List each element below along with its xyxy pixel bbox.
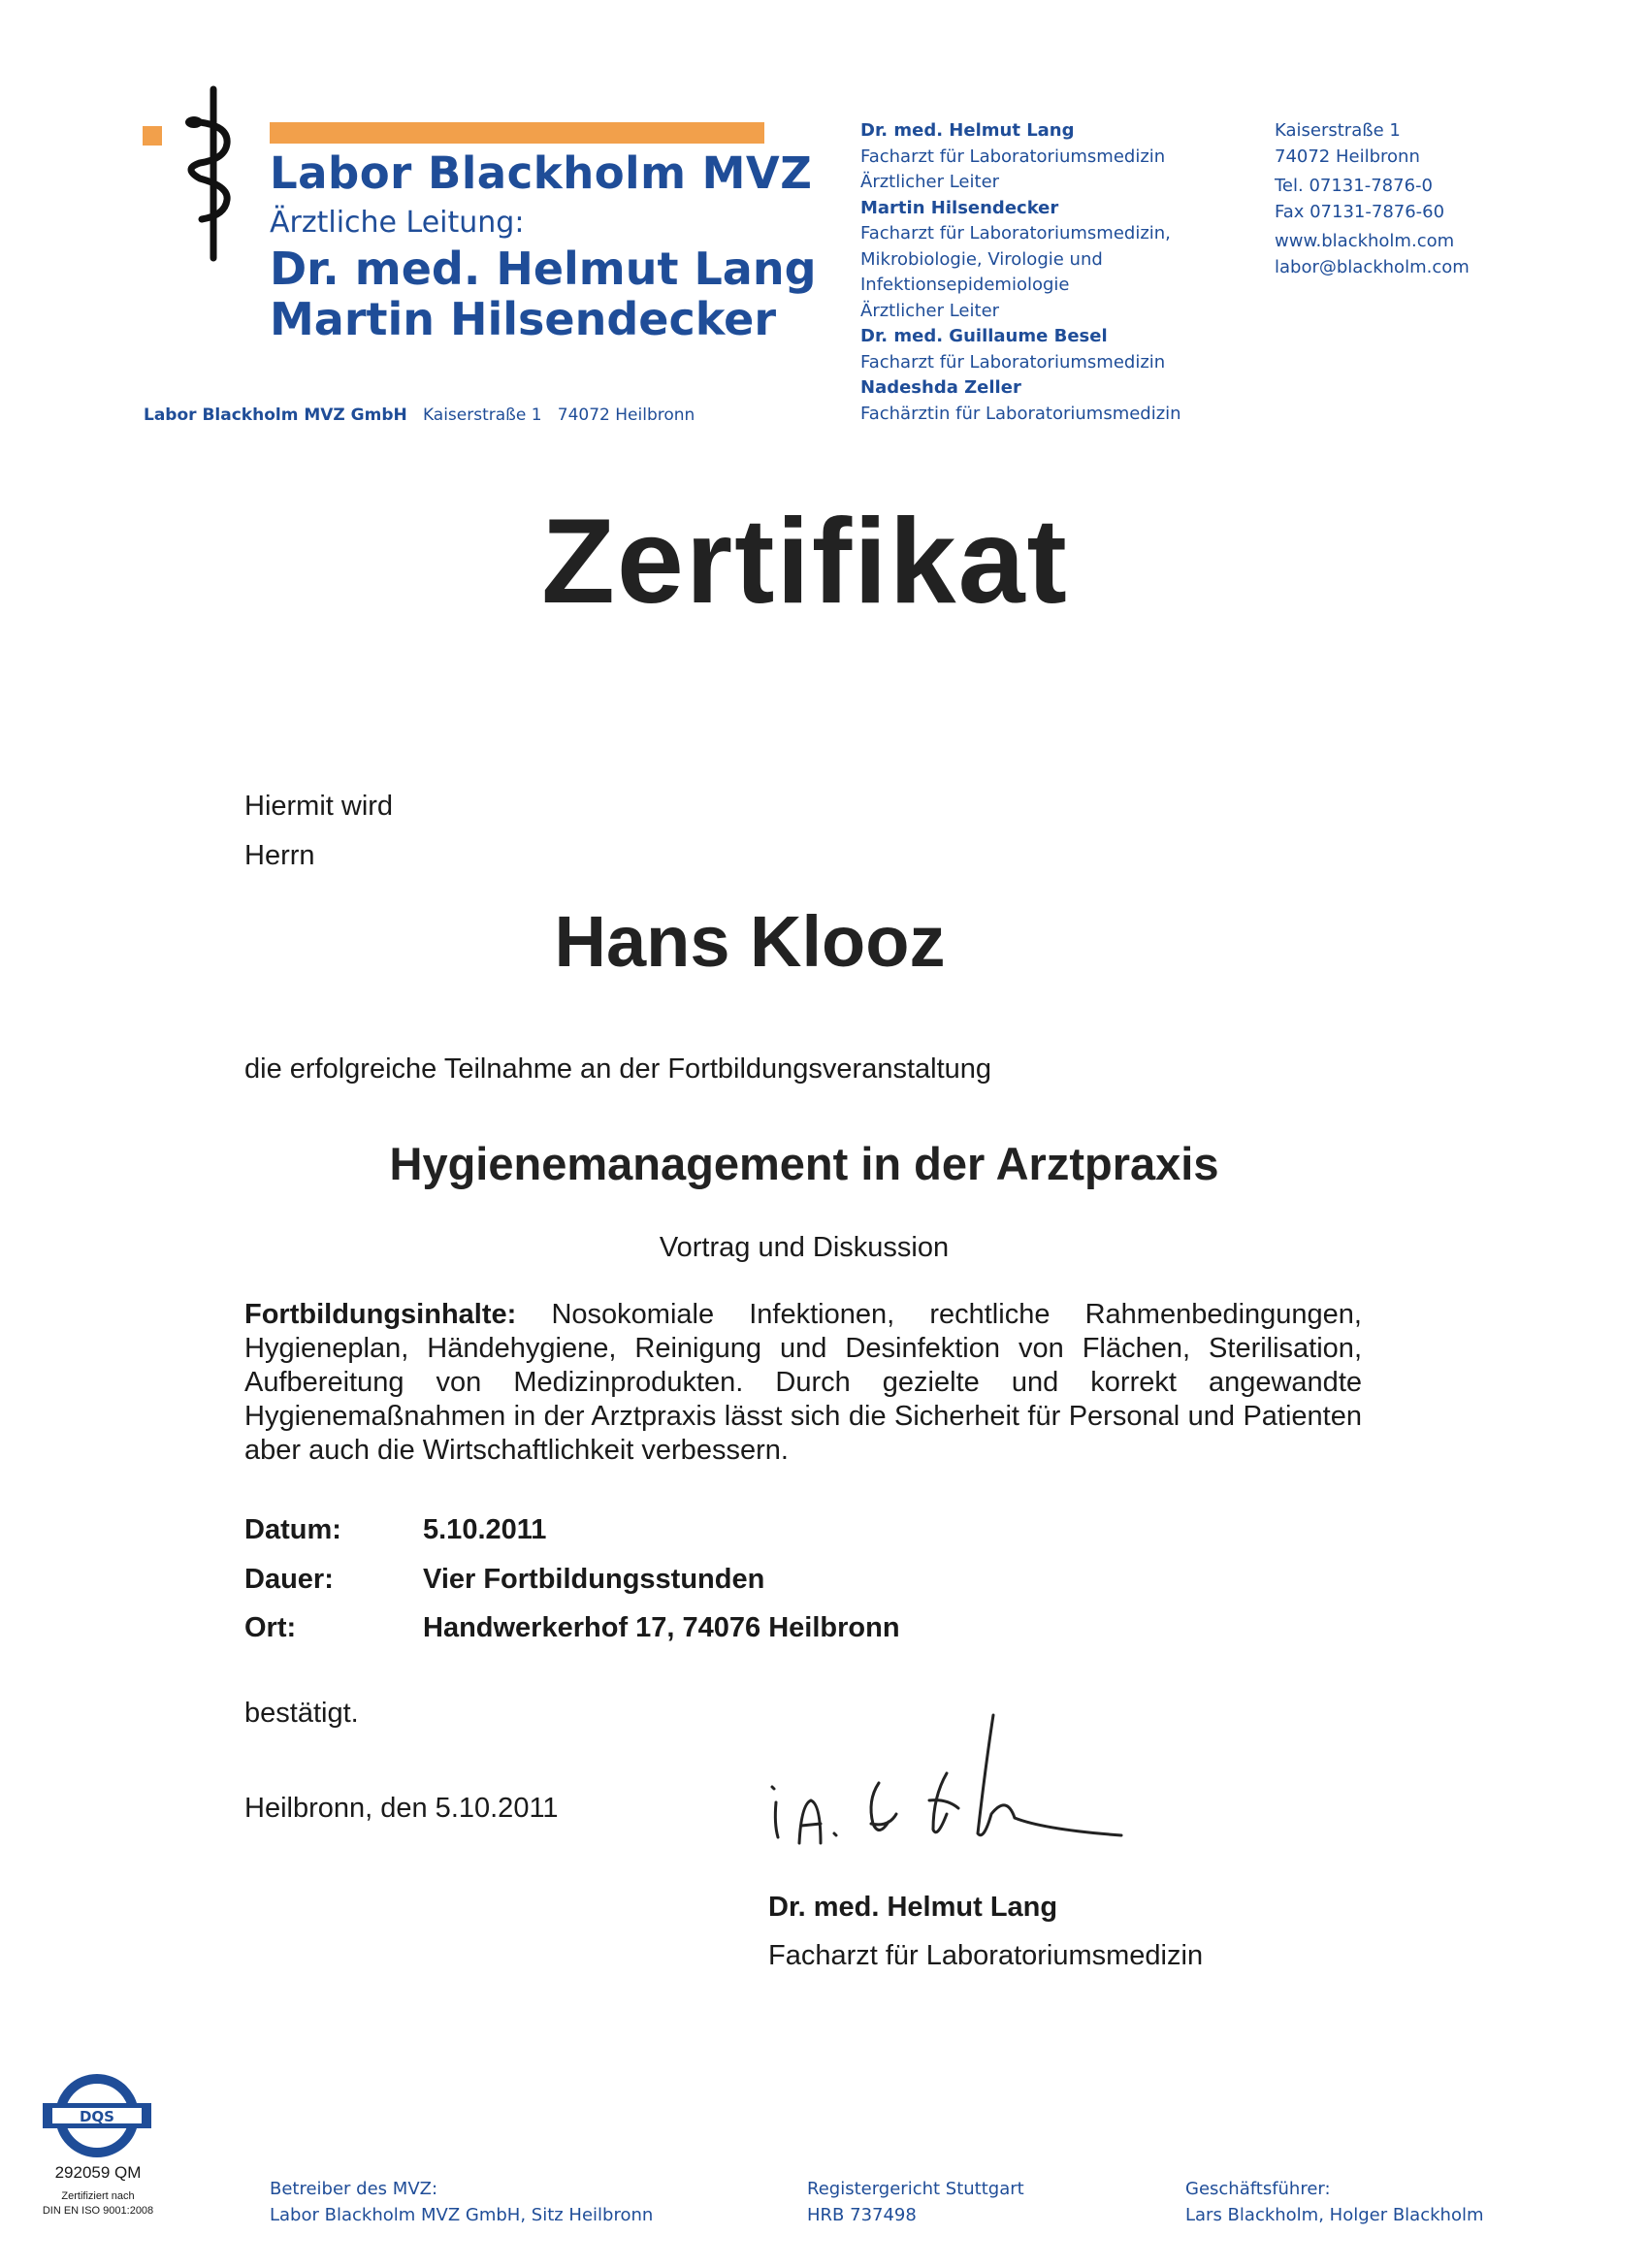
contents-label: Fortbildungsinhalte: xyxy=(244,1299,517,1330)
staff-line: Nadeshda Zeller xyxy=(860,377,1021,398)
detail-value-duration: Vier Fortbildungsstunden xyxy=(423,1564,765,1595)
staff-line: Fachärztin für Laboratoriumsmedizin xyxy=(860,403,1181,424)
staff-line: Facharzt für Laboratoriumsmedizin, xyxy=(860,223,1171,243)
staff-list xyxy=(860,118,1181,427)
contact-street: Kaiserstraße 1 xyxy=(1275,120,1401,141)
footer-register xyxy=(807,2176,1024,2228)
intro-line-1: Hiermit wird xyxy=(244,791,394,822)
sender-address-line xyxy=(144,405,695,425)
sender-city: 74072 Heilbronn xyxy=(557,405,695,425)
contents-text: Nosokomiale Infektionen, rechtliche Rahmenbedingungen, Hygieneplan, Händehygiene, Reinigung und Desinfektion von Flächen, Sterilisation, Aufbereitung von Medizinprodukten. Durch gezielte und korrekt angewandte Hygienemaßnahmen in der Arztpraxis lässt sich die Sicherheit für Personal und Patienten aber auch die Wirtschaftlichkeit verbessern. xyxy=(244,1299,1362,1466)
staff-line: Infektionsepidemiologie xyxy=(860,275,1070,295)
seal-text-2: DIN EN ISO 9001:2008 xyxy=(42,2205,154,2217)
footer-management xyxy=(1185,2176,1484,2228)
place-and-date: Heilbronn, den 5.10.2011 xyxy=(244,1793,559,1824)
brand-bar xyxy=(270,122,764,144)
logo-name-1: Dr. med. Helmut Lang xyxy=(270,243,817,295)
register-value: HRB 737498 xyxy=(807,2205,917,2225)
seal-text-1: Zertifiziert nach xyxy=(61,2190,135,2202)
management-label: Geschäftsführer: xyxy=(1185,2179,1331,2199)
participation-text: die erfolgreiche Teilnahme an der Fortbildungsveranstaltung xyxy=(244,1053,992,1085)
staff-line: Mikrobiologie, Virologie und xyxy=(860,248,1103,270)
staff-line: Ärztlicher Leiter xyxy=(860,172,1000,192)
course-format: Vortrag und Diskussion xyxy=(659,1232,950,1263)
signer-title: Facharzt für Laboratoriumsmedizin xyxy=(768,1940,1204,1971)
logo-subtitle: Ärztliche Leitung: xyxy=(270,206,525,240)
contact-city: 74072 Heilbronn xyxy=(1275,146,1420,167)
course-contents xyxy=(244,1298,1362,1468)
intro-line-2: Herrn xyxy=(244,840,315,871)
handwritten-signature xyxy=(753,1707,1141,1872)
operator-value: Labor Blackholm MVZ GmbH, Sitz Heilbronn xyxy=(270,2205,654,2225)
recipient-name: Hans Klooz xyxy=(554,901,946,982)
detail-label-location: Ort: xyxy=(244,1612,297,1643)
staff-of-asclepius-icon xyxy=(171,83,258,264)
seal-logo-text: DQS xyxy=(79,2108,115,2125)
staff-line: Facharzt für Laboratoriumsmedizin xyxy=(860,351,1166,373)
contact-web: www.blackholm.com xyxy=(1275,231,1455,251)
detail-value-date: 5.10.2011 xyxy=(423,1514,547,1545)
detail-value-location: Handwerkerhof 17, 74076 Heilbronn xyxy=(423,1612,900,1643)
seal-number: 292059 QM xyxy=(54,2163,142,2182)
register-label: Registergericht Stuttgart xyxy=(807,2179,1024,2199)
contact-fax: Fax 07131-7876-60 xyxy=(1275,201,1445,222)
sender-street: Kaiserstraße 1 xyxy=(422,405,542,425)
management-value: Lars Blackholm, Holger Blackholm xyxy=(1185,2205,1484,2225)
confirmation-text: bestätigt. xyxy=(244,1698,359,1729)
detail-label-duration: Dauer: xyxy=(244,1564,334,1595)
detail-label-date: Datum: xyxy=(244,1514,341,1545)
logo-title: Labor Blackholm MVZ xyxy=(270,147,813,199)
sender-company: Labor Blackholm MVZ GmbH xyxy=(144,405,407,425)
staff-line: Dr. med. Helmut Lang xyxy=(860,120,1075,141)
footer-operator xyxy=(270,2176,653,2228)
staff-line: Ärztlicher Leiter xyxy=(860,300,1000,321)
contact-email: labor@blackholm.com xyxy=(1275,256,1470,277)
contact-tel: Tel. 07131-7876-0 xyxy=(1275,176,1433,196)
logo-name-2: Martin Hilsendecker xyxy=(270,293,777,345)
contact-block xyxy=(1275,118,1470,280)
signer-name: Dr. med. Helmut Lang xyxy=(768,1892,1058,1923)
operator-label: Betreiber des MVZ: xyxy=(270,2179,438,2199)
staff-line: Dr. med. Guillaume Besel xyxy=(860,326,1108,346)
brand-square xyxy=(143,126,162,146)
dqs-seal-icon xyxy=(39,2074,155,2157)
course-title: Hygienemanagement in der Arztpraxis xyxy=(389,1138,1219,1189)
certificate-title: Zertifikat xyxy=(541,495,1069,629)
staff-line: Facharzt für Laboratoriumsmedizin xyxy=(860,146,1166,167)
staff-line: Martin Hilsendecker xyxy=(860,197,1059,218)
